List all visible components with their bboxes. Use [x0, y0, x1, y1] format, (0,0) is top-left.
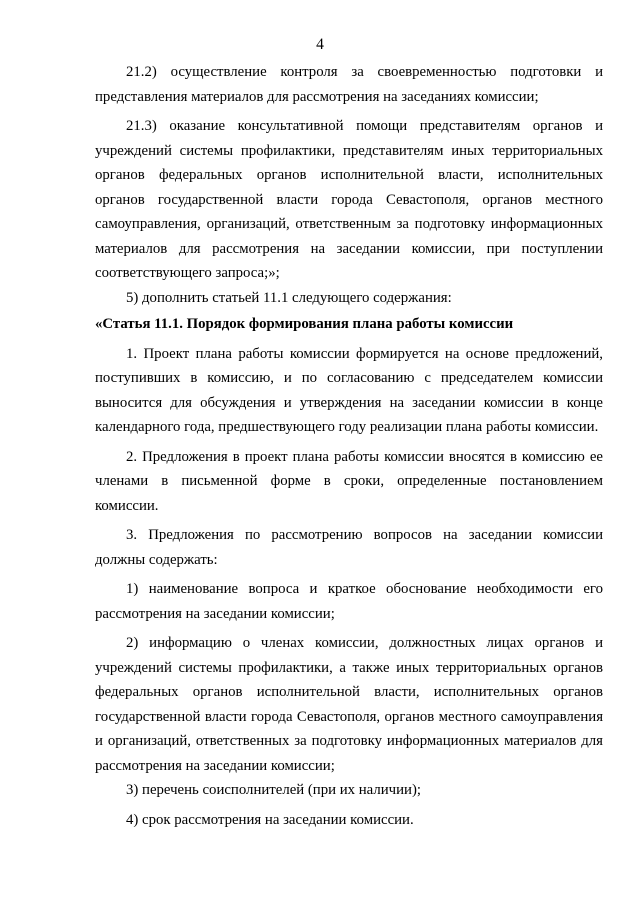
page-number: 4 — [316, 36, 324, 53]
list-item-4: 4) срок рассмотрения на заседании комиссии. — [126, 811, 414, 828]
list-item-1: 1) наименование вопроса и краткое обоснование необходимости его рассмотрения на заседании комиссии; — [95, 581, 603, 622]
article-heading: «Статья 11.1. Порядок формирования плана работы комиссии — [95, 316, 514, 332]
paragraph-amendment-5: 5) дополнить статьей 11.1 следующего содержания: — [126, 289, 452, 306]
paragraph-item-3: 3. Предложения по рассмотрению вопросов на заседании комиссии должны содержать: — [95, 527, 603, 568]
list-item-3: 3) перечень соисполнителей (при их наличии); — [126, 782, 421, 798]
paragraph-item-2: 2. Предложения в проект плана работы комиссии вносятся в комиссию ее членами в письменной форме в сроки, определенные постановлением комиссии. — [95, 448, 603, 514]
paragraph-item-1: 1. Проект плана работы комиссии формируется на основе предложений, поступивших в комиссию, и по согласованию с председателем комиссии выносится для обсуждения и утверждения на заседании комиссии в конце календарного года, предшествующего году реализации плана работы комиссии. — [95, 345, 603, 435]
list-item-2: 2) информацию о членах комиссии, должностных лицах органов и учреждений системы профилактики, а также иных территориальных органов федеральных органов исполнительной власти, исполнительных органов государственной власти города Севастополя, органов местного самоуправления и организаций, ответственных за подготовку информационных материалов для рассмотрения на заседании комиссии; — [95, 635, 603, 774]
document-body — [95, 60, 603, 832]
paragraph-21-3: 21.3) оказание консультативной помощи представителям органов и учреждений системы профилактики, представителям иных территориальных органов федеральных органов исполнительной власти, исполнительных органов государственной власти города Севастополя, органов местного самоуправления, организаций, ответственным за подготовку информационных материалов для рассмотрения на заседании комиссии, при поступлении соответствующего запроса;»; — [95, 118, 603, 281]
paragraph-21-2: 21.2) осуществление контроля за своевременностью подготовки и представления материалов для рассмотрения на заседаниях комиссии; — [95, 64, 603, 105]
